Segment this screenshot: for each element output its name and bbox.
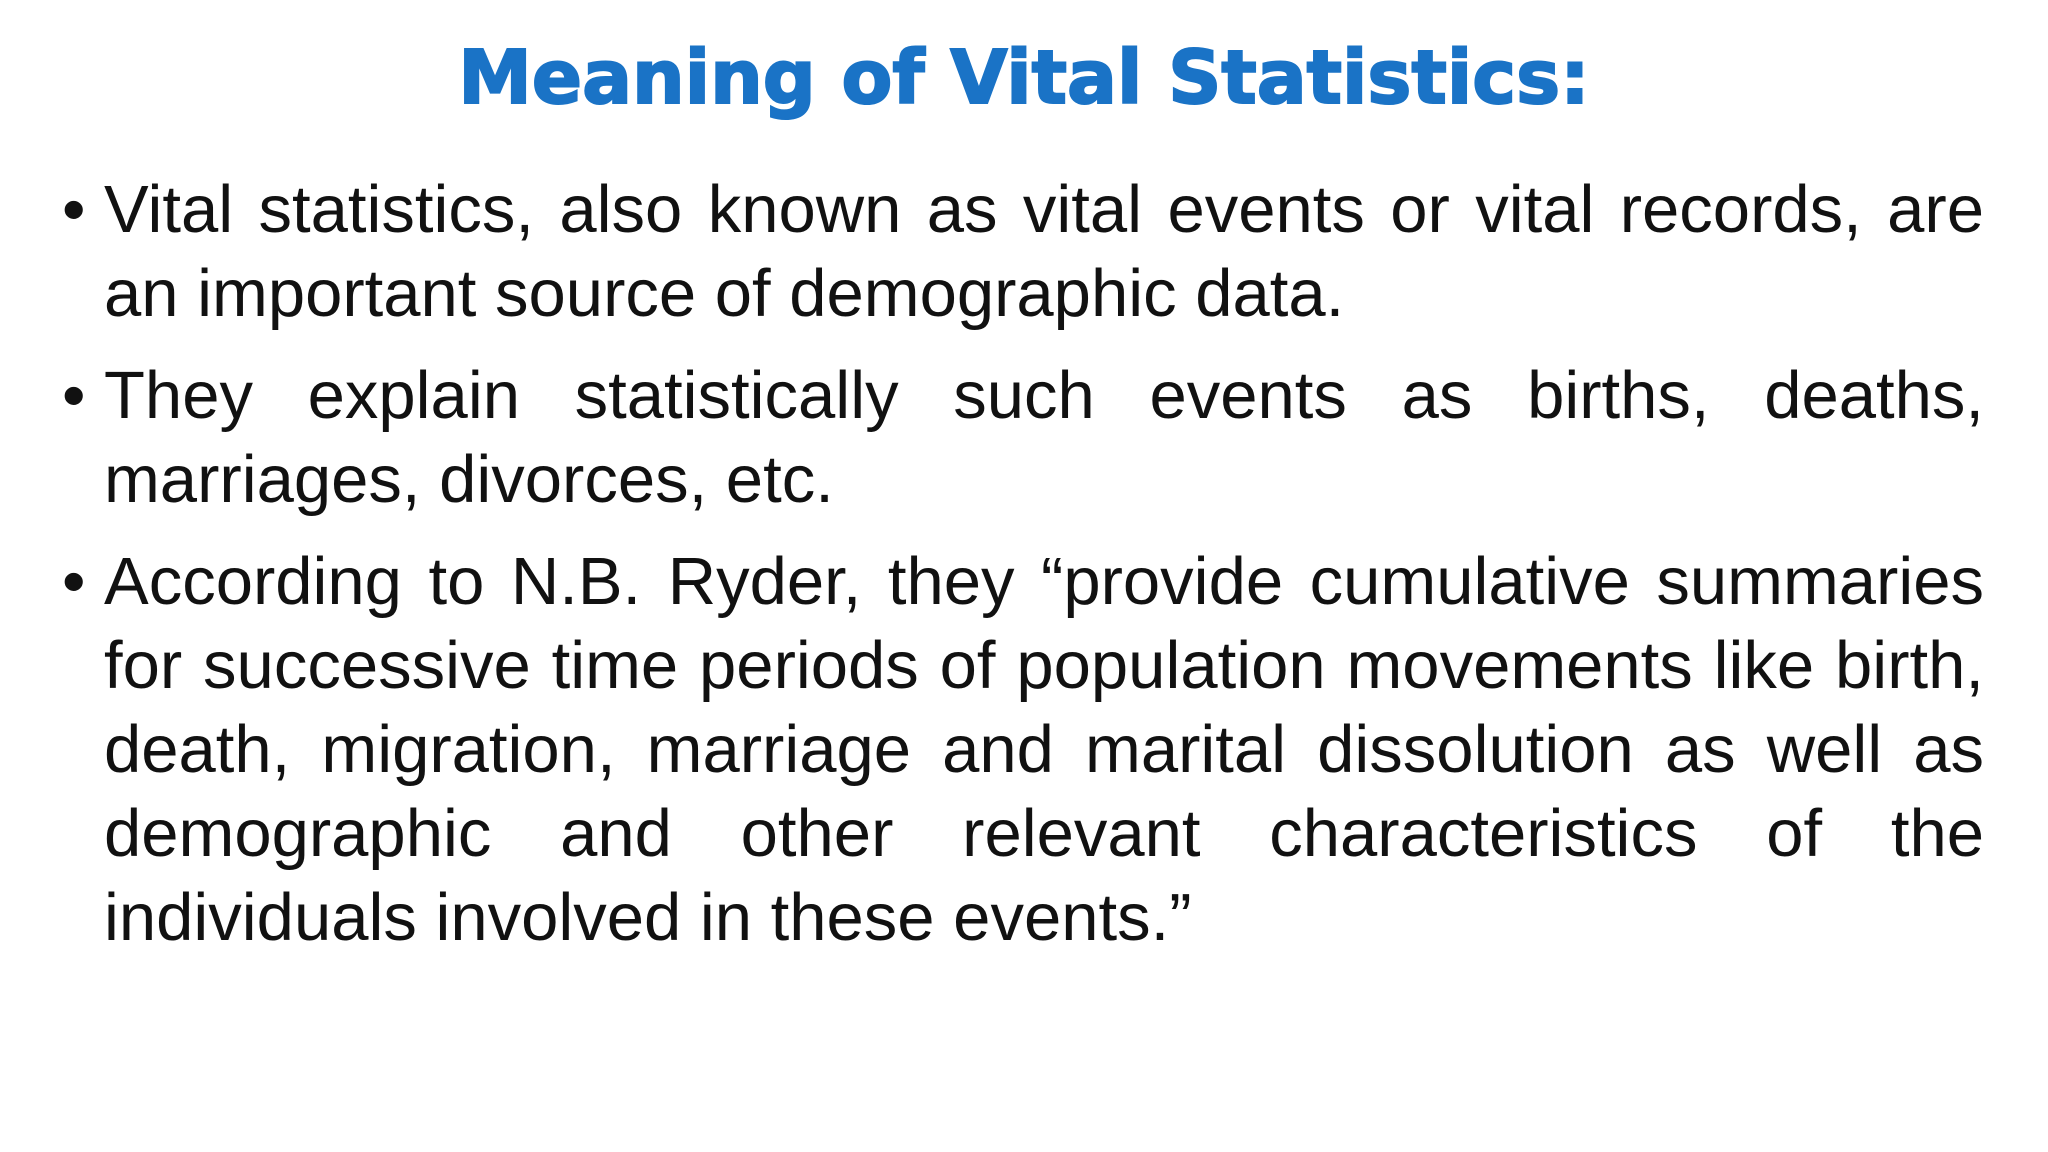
bullet-text: They explain statistically such events as births, deaths, marriages, divorces, etc.: [104, 358, 1984, 517]
bullet-icon: •: [62, 358, 86, 433]
slide-title: Meaning of Vital Statistics:: [458, 35, 1590, 121]
bullet-item-3: [62, 540, 1984, 960]
bullet-text: According to N.B. Ryder, they “provide cumulative summaries for successive time periods of population movements like birth, death, migration, marriage and marital dissolution as well as demographic and other relevant characteristics of the individuals involved in these events.”: [104, 544, 1984, 955]
bullet-icon: •: [62, 544, 86, 619]
bullet-icon: •: [62, 172, 86, 247]
bullet-text: Vital statistics, also known as vital events or vital records, are an important source of demographic data.: [104, 172, 1984, 331]
bullet-list: [62, 168, 1984, 978]
bullet-item-2: [62, 354, 1984, 522]
bullet-item-1: [62, 168, 1984, 336]
